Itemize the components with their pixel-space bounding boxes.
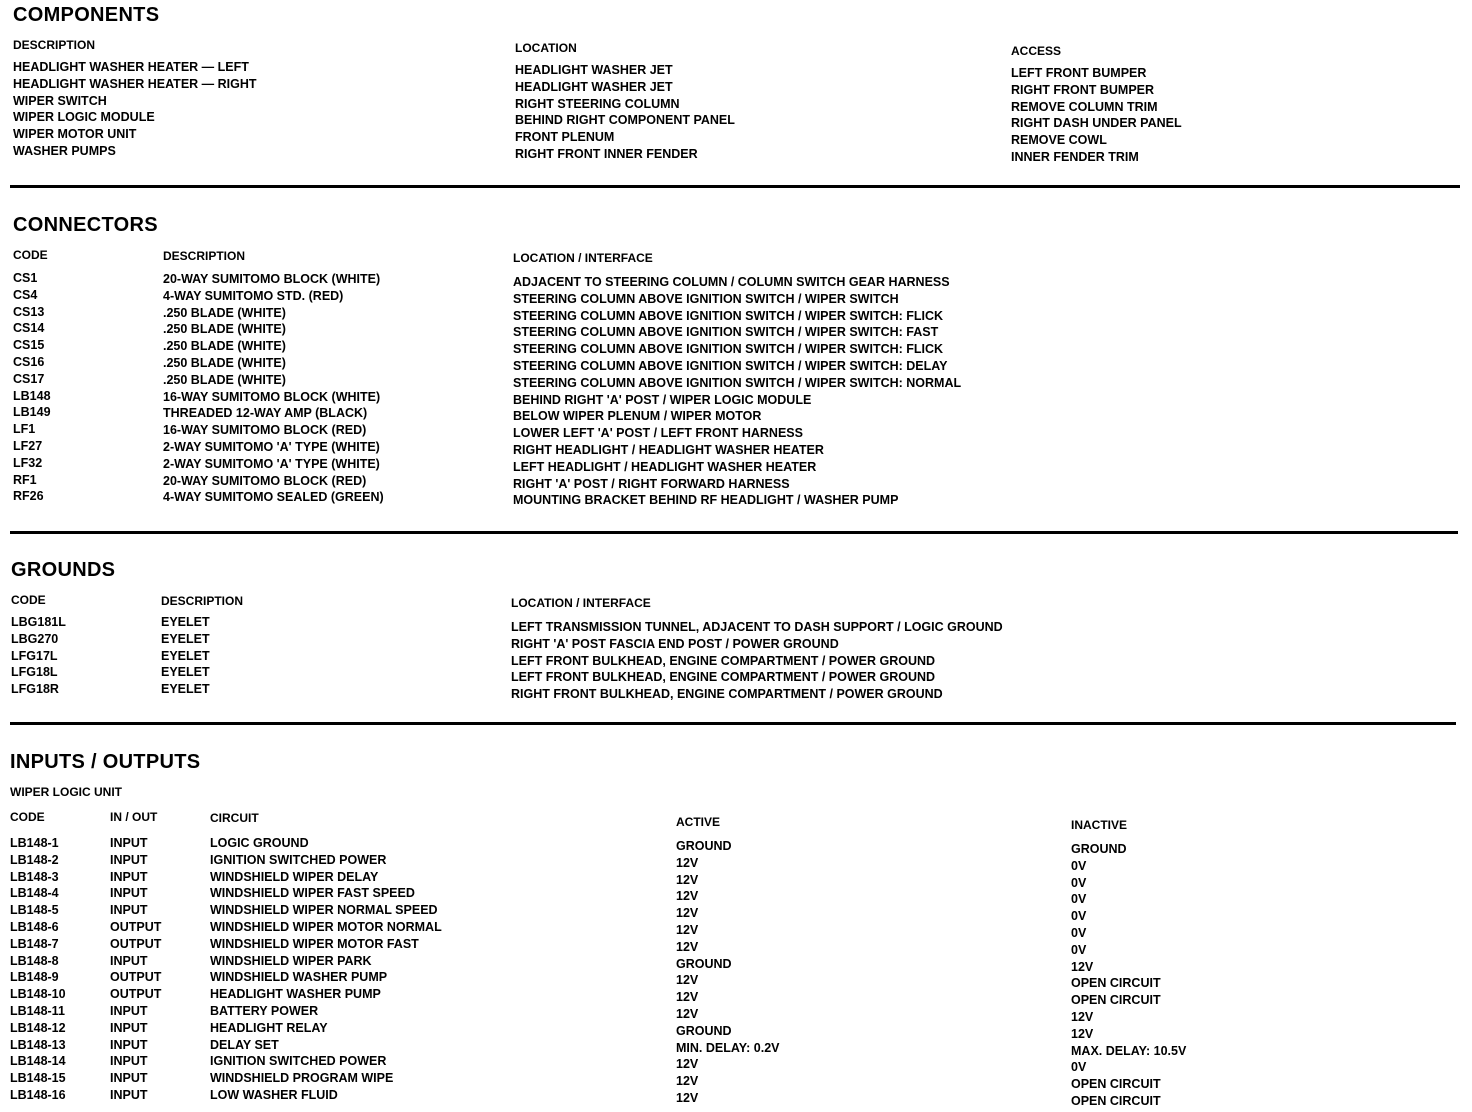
io-inout-cell: INPUT — [110, 869, 148, 884]
io-active-cell: 12V — [676, 1057, 699, 1072]
connectors-description-cell: 16-WAY SUMITOMO BLOCK (RED) — [163, 423, 367, 438]
connectors-description-cell: 2-WAY SUMITOMO 'A' TYPE (WHITE) — [163, 439, 380, 454]
io-code-cell: LB148-3 — [10, 869, 59, 884]
connectors-location-cell: LOWER LEFT 'A' POST / LEFT FRONT HARNESS — [513, 426, 803, 441]
io-inout-cell: INPUT — [110, 886, 148, 901]
io-title: INPUTS / OUTPUTS — [10, 751, 201, 773]
io-inout-cell: OUTPUT — [110, 970, 162, 985]
connectors-description-cell: .250 BLADE (WHITE) — [163, 372, 286, 387]
connectors-code-column — [13, 270, 51, 505]
io-inactive-cell: MAX. DELAY: 10.5V — [1071, 1043, 1187, 1058]
io-inout-cell: OUTPUT — [110, 936, 162, 951]
io-code-cell: LB148-10 — [10, 987, 66, 1002]
io-code-cell: LB148-13 — [10, 1037, 66, 1052]
components-location-cell: FRONT PLENUM — [515, 130, 615, 145]
io-inactive-cell: 0V — [1071, 892, 1087, 907]
io-circuit-cell: IGNITION SWITCHED POWER — [210, 852, 387, 867]
connectors-location-cell: STEERING COLUMN ABOVE IGNITION SWITCH / WIPER SWITCH: FAST — [513, 325, 939, 340]
io-circuit-cell: BATTERY POWER — [210, 1003, 319, 1018]
io-active-column — [676, 838, 780, 1107]
components-header-location: LOCATION — [515, 41, 577, 55]
io-inactive-cell: 0V — [1071, 858, 1087, 873]
connectors-code-cell: CS16 — [13, 354, 45, 369]
connectors-description-column — [163, 271, 384, 506]
io-code-cell: LB148-12 — [10, 1020, 66, 1035]
connectors-code-cell: RF26 — [13, 489, 44, 504]
io-active-cell: 12V — [676, 1006, 699, 1021]
connectors-location-cell: LEFT HEADLIGHT / HEADLIGHT WASHER HEATER — [513, 459, 817, 474]
connectors-location-cell: MOUNTING BRACKET BEHIND RF HEADLIGHT / WASHER PUMP — [513, 493, 899, 508]
io-active-cell: GROUND — [676, 839, 732, 853]
components-header-access: ACCESS — [1011, 44, 1062, 58]
io-active-cell: 12V — [676, 855, 699, 870]
grounds-header-code: CODE — [11, 593, 46, 607]
io-header-code: CODE — [10, 810, 45, 824]
io-active-cell: 12V — [676, 1090, 699, 1105]
components-access-cell: RIGHT DASH UNDER PANEL — [1011, 116, 1182, 131]
components-location-cell: HEADLIGHT WASHER JET — [515, 79, 673, 94]
io-code-cell: LB148-6 — [10, 919, 59, 934]
components-header-description: DESCRIPTION — [13, 38, 96, 52]
connectors-code-cell: CS13 — [13, 304, 45, 319]
connectors-description-cell: 2-WAY SUMITOMO 'A' TYPE (WHITE) — [163, 456, 380, 471]
section-divider — [10, 531, 1458, 534]
io-inout-cell: INPUT — [110, 1037, 148, 1052]
connectors-description-cell: 20-WAY SUMITOMO BLOCK (RED) — [163, 473, 367, 488]
grounds-code-cell: LBG181L — [11, 615, 66, 629]
io-circuit-cell: LOW WASHER FLUID — [210, 1087, 338, 1102]
io-circuit-cell: LOGIC GROUND — [210, 836, 309, 850]
io-inactive-cell: 12V — [1071, 959, 1094, 974]
connectors-code-cell: CS17 — [13, 371, 45, 386]
io-header-inout: IN / OUT — [110, 810, 158, 824]
io-active-cell: 12V — [676, 872, 699, 887]
connectors-code-cell: LF1 — [13, 422, 36, 437]
connectors-location-column — [513, 274, 961, 509]
connectors-code-cell: CS15 — [13, 338, 45, 353]
grounds-title: GROUNDS — [11, 559, 116, 581]
grounds-description-cell: EYELET — [161, 631, 210, 646]
connectors-header-description: DESCRIPTION — [163, 249, 246, 263]
io-inout-cell: INPUT — [110, 1087, 148, 1102]
io-inactive-cell: 0V — [1071, 875, 1087, 890]
connectors-code-cell: CS1 — [13, 271, 38, 285]
components-description-cell: WASHER PUMPS — [13, 143, 116, 158]
connectors-code-cell: CS4 — [13, 287, 38, 302]
grounds-code-cell: LFG17L — [11, 648, 58, 663]
io-code-cell: LB148-1 — [10, 836, 59, 850]
io-code-cell: LB148-16 — [10, 1087, 66, 1102]
connectors-location-cell: STEERING COLUMN ABOVE IGNITION SWITCH / WIPER SWITCH: DELAY — [513, 358, 948, 373]
io-circuit-column — [210, 835, 442, 1104]
connectors-description-cell: 16-WAY SUMITOMO BLOCK (WHITE) — [163, 389, 381, 404]
connectors-location-cell: ADJACENT TO STEERING COLUMN / COLUMN SWITCH GEAR HARNESS — [513, 275, 950, 289]
components-description-cell: HEADLIGHT WASHER HEATER — LEFT — [13, 60, 249, 74]
io-active-cell: 12V — [676, 973, 699, 988]
grounds-code-cell: LFG18L — [11, 665, 58, 680]
io-inactive-cell: GROUND — [1071, 842, 1127, 856]
io-inactive-cell: 12V — [1071, 1009, 1094, 1024]
io-code-column — [10, 835, 66, 1104]
grounds-location-cell: LEFT FRONT BULKHEAD, ENGINE COMPARTMENT / POWER GROUND — [511, 653, 936, 668]
io-circuit-cell: HEADLIGHT WASHER PUMP — [210, 987, 381, 1002]
connectors-location-cell: RIGHT HEADLIGHT / HEADLIGHT WASHER HEATER — [513, 442, 824, 457]
io-code-cell: LB148-8 — [10, 953, 59, 968]
io-active-cell: 12V — [676, 1074, 699, 1089]
io-inout-cell: OUTPUT — [110, 987, 162, 1002]
io-inout-column — [110, 835, 161, 1104]
io-subtitle: WIPER LOGIC UNIT — [10, 785, 122, 799]
io-active-cell: 12V — [676, 889, 699, 904]
io-circuit-cell: WINDSHIELD PROGRAM WIPE — [210, 1071, 394, 1086]
io-inactive-cell: OPEN CIRCUIT — [1071, 1093, 1161, 1108]
grounds-description-cell: EYELET — [161, 615, 210, 629]
grounds-description-cell: EYELET — [161, 682, 210, 697]
connectors-location-cell: STEERING COLUMN ABOVE IGNITION SWITCH / WIPER SWITCH: FLICK — [513, 308, 944, 323]
components-location-cell: BEHIND RIGHT COMPONENT PANEL — [515, 113, 735, 128]
connectors-description-cell: 4-WAY SUMITOMO SEALED (GREEN) — [163, 490, 384, 505]
grounds-description-column — [161, 614, 210, 698]
connectors-code-cell: LB149 — [13, 405, 51, 420]
components-access-cell: REMOVE COLUMN TRIM — [1011, 99, 1158, 114]
components-description-cell: WIPER SWITCH — [13, 93, 107, 108]
io-circuit-cell: WINDSHIELD WIPER NORMAL SPEED — [210, 903, 438, 918]
connectors-code-cell: LF32 — [13, 455, 43, 470]
io-inactive-cell: OPEN CIRCUIT — [1071, 993, 1161, 1008]
io-circuit-cell: WINDSHIELD WIPER MOTOR FAST — [210, 936, 419, 951]
components-location-cell: RIGHT STEERING COLUMN — [515, 96, 680, 111]
io-inactive-cell: 0V — [1071, 1060, 1087, 1075]
connectors-location-cell: STEERING COLUMN ABOVE IGNITION SWITCH / WIPER SWITCH — [513, 291, 899, 306]
section-divider — [10, 185, 1460, 188]
connectors-code-cell: CS14 — [13, 321, 45, 336]
connectors-description-cell: 4-WAY SUMITOMO STD. (RED) — [163, 288, 344, 303]
connectors-description-cell: .250 BLADE (WHITE) — [163, 339, 286, 354]
components-location-column — [515, 62, 735, 163]
grounds-header-description: DESCRIPTION — [161, 594, 244, 608]
io-active-cell: MIN. DELAY: 0.2V — [676, 1040, 780, 1055]
components-location-cell: HEADLIGHT WASHER JET — [515, 63, 673, 77]
grounds-code-cell: LFG18R — [11, 682, 59, 697]
io-inout-cell: INPUT — [110, 1071, 148, 1086]
io-inout-cell: INPUT — [110, 1054, 148, 1069]
connectors-code-cell: RF1 — [13, 472, 37, 487]
io-circuit-cell: IGNITION SWITCHED POWER — [210, 1054, 387, 1069]
components-access-cell: INNER FENDER TRIM — [1011, 149, 1139, 164]
grounds-location-column — [511, 619, 1003, 703]
connectors-description-cell: 20-WAY SUMITOMO BLOCK (WHITE) — [163, 272, 381, 286]
connectors-description-cell: .250 BLADE (WHITE) — [163, 322, 286, 337]
io-circuit-cell: WINDSHIELD WIPER FAST SPEED — [210, 886, 415, 901]
io-code-cell: LB148-2 — [10, 852, 59, 867]
io-code-cell: LB148-14 — [10, 1054, 66, 1069]
io-inactive-cell: 0V — [1071, 925, 1087, 940]
io-code-cell: LB148-7 — [10, 936, 59, 951]
io-code-cell: LB148-11 — [10, 1003, 65, 1018]
io-header-inactive: INACTIVE — [1071, 818, 1128, 832]
io-inout-cell: OUTPUT — [110, 919, 162, 934]
io-inout-cell: INPUT — [110, 903, 148, 918]
connectors-location-cell: STEERING COLUMN ABOVE IGNITION SWITCH / WIPER SWITCH: FLICK — [513, 342, 944, 357]
io-circuit-cell: WINDSHIELD WIPER MOTOR NORMAL — [210, 919, 442, 934]
grounds-location-cell: LEFT TRANSMISSION TUNNEL, ADJACENT TO DASH SUPPORT / LOGIC GROUND — [511, 620, 1003, 634]
components-access-cell: REMOVE COWL — [1011, 133, 1107, 148]
io-code-cell: LB148-5 — [10, 903, 59, 918]
connectors-description-cell: .250 BLADE (WHITE) — [163, 305, 286, 320]
connectors-title: CONNECTORS — [13, 214, 158, 236]
io-header-active: ACTIVE — [676, 815, 721, 829]
components-description-cell: WIPER LOGIC MODULE — [13, 110, 155, 125]
grounds-description-cell: EYELET — [161, 665, 210, 680]
components-access-cell: RIGHT FRONT BUMPER — [1011, 82, 1155, 97]
io-active-cell: 12V — [676, 922, 699, 937]
components-access-column — [1011, 65, 1182, 166]
components-location-cell: RIGHT FRONT INNER FENDER — [515, 146, 698, 161]
connectors-header-location: LOCATION / INTERFACE — [513, 251, 653, 265]
connectors-location-cell: RIGHT 'A' POST / RIGHT FORWARD HARNESS — [513, 476, 790, 491]
connectors-code-cell: LF27 — [13, 438, 43, 453]
grounds-code-cell: LBG270 — [11, 631, 59, 646]
components-description-cell: HEADLIGHT WASHER HEATER — RIGHT — [13, 76, 257, 91]
components-access-cell: LEFT FRONT BUMPER — [1011, 66, 1147, 80]
grounds-location-cell: RIGHT 'A' POST FASCIA END POST / POWER GROUND — [511, 636, 839, 651]
io-inactive-cell: OPEN CIRCUIT — [1071, 976, 1161, 991]
io-header-circuit: CIRCUIT — [210, 811, 259, 825]
grounds-code-column — [11, 614, 66, 698]
io-inactive-column — [1071, 841, 1186, 1110]
components-title: COMPONENTS — [13, 4, 160, 26]
connectors-location-cell: STEERING COLUMN ABOVE IGNITION SWITCH / WIPER SWITCH: NORMAL — [513, 375, 962, 390]
io-code-cell: LB148-15 — [10, 1071, 66, 1086]
io-active-cell: 12V — [676, 990, 699, 1005]
connectors-location-cell: BELOW WIPER PLENUM / WIPER MOTOR — [513, 409, 762, 424]
connectors-header-code: CODE — [13, 248, 48, 262]
io-inout-cell: INPUT — [110, 836, 148, 850]
grounds-location-cell: RIGHT FRONT BULKHEAD, ENGINE COMPARTMENT / POWER GROUND — [511, 687, 943, 702]
io-inout-cell: INPUT — [110, 852, 148, 867]
components-description-column — [13, 59, 257, 160]
io-inactive-cell: 12V — [1071, 1026, 1094, 1041]
io-inactive-cell: 0V — [1071, 942, 1087, 957]
io-inactive-cell: 0V — [1071, 909, 1087, 924]
section-divider — [10, 722, 1456, 725]
components-description-cell: WIPER MOTOR UNIT — [13, 127, 137, 142]
connectors-description-cell: .250 BLADE (WHITE) — [163, 355, 286, 370]
io-active-cell: 12V — [676, 939, 699, 954]
grounds-location-cell: LEFT FRONT BULKHEAD, ENGINE COMPARTMENT / POWER GROUND — [511, 670, 936, 685]
io-active-cell: 12V — [676, 906, 699, 921]
io-circuit-cell: HEADLIGHT RELAY — [210, 1020, 328, 1035]
grounds-description-cell: EYELET — [161, 648, 210, 663]
connectors-location-cell: BEHIND RIGHT 'A' POST / WIPER LOGIC MODULE — [513, 392, 812, 407]
io-inout-cell: INPUT — [110, 1020, 148, 1035]
io-circuit-cell: WINDSHIELD WASHER PUMP — [210, 970, 388, 985]
io-circuit-cell: WINDSHIELD WIPER DELAY — [210, 869, 379, 884]
io-code-cell: LB148-4 — [10, 886, 59, 901]
io-circuit-cell: DELAY SET — [210, 1037, 279, 1052]
io-inactive-cell: OPEN CIRCUIT — [1071, 1077, 1161, 1092]
io-code-cell: LB148-9 — [10, 970, 59, 985]
connectors-description-cell: THREADED 12-WAY AMP (BLACK) — [163, 406, 368, 421]
connectors-code-cell: LB148 — [13, 388, 51, 403]
io-active-cell: GROUND — [676, 956, 732, 971]
io-circuit-cell: WINDSHIELD WIPER PARK — [210, 953, 372, 968]
io-inout-cell: INPUT — [110, 953, 148, 968]
grounds-header-location: LOCATION / INTERFACE — [511, 596, 651, 610]
io-inout-cell: INPUT — [110, 1003, 148, 1018]
io-active-cell: GROUND — [676, 1023, 732, 1038]
